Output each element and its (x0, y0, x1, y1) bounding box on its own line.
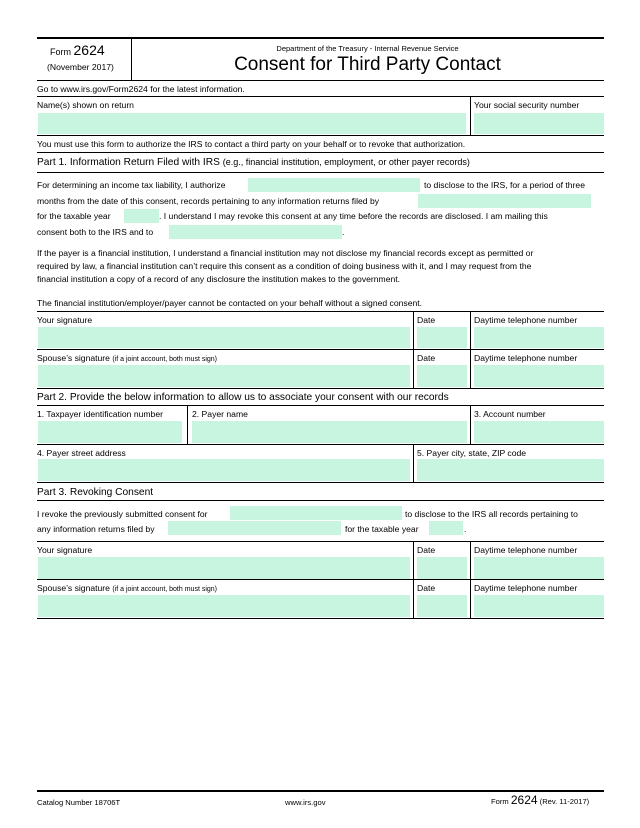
part1-subtitle: (e.g., financial institution, employment, or other payer records) (222, 157, 470, 167)
rule (37, 388, 604, 389)
p1-date2-label: Date (417, 353, 436, 363)
p1-spouse-signature-input[interactable] (38, 365, 410, 387)
ssn-label: Your social security number (474, 100, 580, 110)
part3-line1-end: to disclose to the IRS all records pertaining to (405, 509, 578, 519)
revoke-consent-for-input[interactable] (230, 506, 402, 520)
footer-revision: (Rev. 11-2017) (539, 797, 590, 806)
footer-rule (37, 790, 604, 792)
part3-title: Part 3. Revoking Consent (37, 487, 154, 498)
p3-signature-label: Your signature (37, 545, 93, 555)
account-number-input[interactable] (474, 421, 604, 443)
p3-spouse-label (37, 583, 217, 595)
header-bottom-rule (37, 80, 604, 81)
col-divider (413, 444, 414, 482)
payer-name-input[interactable] (192, 421, 467, 443)
rule (37, 96, 604, 97)
p1-date-input[interactable] (417, 327, 467, 348)
tin-input[interactable] (38, 421, 182, 443)
p1-spouse-date-input[interactable] (417, 365, 467, 387)
p3-spouse-note: (if a joint account, both must sign) (112, 586, 218, 593)
rule (37, 135, 604, 136)
part1-para2-line2: required by law, a financial institution can’t require this consent as a condition of doing business with it, and I may request from the (37, 261, 532, 271)
revoke-filed-by-input[interactable] (168, 521, 341, 535)
footer-website: www.irs.gov (285, 798, 326, 807)
part1-line1-end: to disclose to the IRS, for a period of three (424, 180, 585, 190)
col-divider (187, 405, 188, 444)
p1-spouse-label-text: Spouse’s signature (37, 353, 110, 363)
form-date: (November 2017) (47, 62, 114, 72)
p3-spouse-label-text: Spouse’s signature (37, 583, 110, 593)
col-divider (470, 405, 471, 444)
catalog-number: Catalog Number 18706T (37, 798, 121, 807)
form-number: 2624 (73, 42, 105, 58)
rule (37, 482, 604, 483)
p3-spouse-phone-input[interactable] (474, 595, 604, 617)
p3-date-label: Date (417, 545, 436, 555)
form-id (50, 43, 105, 59)
street-address-input[interactable] (38, 459, 410, 481)
intro-text: You must use this form to authorize the IRS to contact a third party on your behalf or to revoke that authorization. (37, 139, 466, 149)
taxable-year-input[interactable] (124, 209, 159, 223)
rule (37, 579, 604, 580)
rule (37, 618, 604, 619)
rule (37, 405, 604, 406)
goto-instructions: Go to www.irs.gov/Form2624 for the latest information. (37, 84, 245, 94)
p3-date-input[interactable] (417, 557, 467, 579)
street-address-label: 4. Payer street address (37, 448, 126, 458)
account-number-label: 3. Account number (474, 409, 546, 419)
part3-line2-mid: for the taxable year (345, 524, 419, 534)
col-divider (470, 96, 471, 135)
rule (37, 152, 604, 153)
p1-signature-label: Your signature (37, 315, 93, 325)
ssn-input[interactable] (474, 113, 604, 134)
part2-title: Part 2. Provide the below information to allow us to associate your consent with our records (37, 392, 449, 403)
city-state-zip-input[interactable] (417, 459, 604, 481)
p1-spouse-phone-input[interactable] (474, 365, 604, 387)
revoke-taxable-year-input[interactable] (429, 521, 463, 535)
rule (37, 444, 604, 445)
mailing-to-input[interactable] (169, 225, 345, 239)
part1-line1-text: For determining an income tax liability, I authorize (37, 180, 226, 190)
part1-line4-text: consent both to the IRS and to (37, 227, 154, 237)
city-state-zip-label: 5. Payer city, state, ZIP code (417, 448, 527, 458)
p3-spouse-date-input[interactable] (417, 595, 467, 617)
p1-spouse-note: (if a joint account, both must sign) (112, 356, 218, 363)
rule (37, 500, 604, 501)
part1-para3: The financial institution/employer/payer cannot be contacted on your behalf without a signed consent. (37, 298, 423, 308)
rule (37, 172, 604, 173)
p1-phone-label: Daytime telephone number (474, 315, 578, 325)
p1-phone-input[interactable] (474, 327, 604, 348)
name-label: Name(s) shown on return (37, 100, 134, 110)
p3-signature-input[interactable] (38, 557, 410, 579)
p1-signature-input[interactable] (38, 327, 410, 348)
rule (37, 541, 604, 542)
part1-para2-line3: financial institution a copy of a record of any disclosure the institution makes to the government. (37, 274, 401, 284)
p3-phone-label: Daytime telephone number (474, 545, 578, 555)
page-title: Consent for Third Party Contact (234, 54, 501, 75)
part3-line1-text: I revoke the previously submitted consent for (37, 509, 208, 519)
header-top-rule (37, 37, 604, 39)
part1-line3-text: for the taxable year (37, 211, 111, 221)
name-input[interactable] (38, 113, 466, 134)
authorized-party-input[interactable] (248, 178, 420, 192)
p1-spouse-label (37, 353, 217, 365)
p1-phone2-label: Daytime telephone number (474, 353, 578, 363)
payer-name-label: 2. Payer name (192, 409, 248, 419)
department: Department of the Treasury - Internal Revenue Service (276, 44, 459, 53)
tin-label: 1. Taxpayer identification number (37, 409, 163, 419)
part1-line3-end: . I understand I may revoke this consent at any time before the records are disclosed. I am mailing this (159, 211, 548, 221)
form-prefix: Form (50, 47, 71, 57)
part1-title-text: Part 1. Information Return Filed with IRS (37, 157, 220, 168)
p3-phone2-label: Daytime telephone number (474, 583, 578, 593)
p3-spouse-signature-input[interactable] (38, 595, 410, 617)
p1-date-label: Date (417, 315, 436, 325)
part1-title (37, 156, 470, 169)
part3-line2-end: . (464, 524, 467, 534)
part1-line4-end: . (342, 227, 345, 237)
rule (37, 311, 604, 312)
footer-form-number: 2624 (510, 793, 538, 807)
p3-phone-input[interactable] (474, 557, 604, 579)
footer-form-prefix: Form (491, 797, 509, 806)
filed-by-input[interactable] (418, 194, 591, 208)
part1-line2-text: months from the date of this consent, records pertaining to any information returns filed by (37, 196, 380, 206)
part1-para2-line1: If the payer is a financial institution, I understand a financial institution may not disclose my financial records except as permitted or (37, 248, 534, 258)
p3-date2-label: Date (417, 583, 436, 593)
part3-line2-text: any information returns filed by (37, 524, 155, 534)
rule (37, 349, 604, 350)
footer-form-id (491, 793, 589, 809)
